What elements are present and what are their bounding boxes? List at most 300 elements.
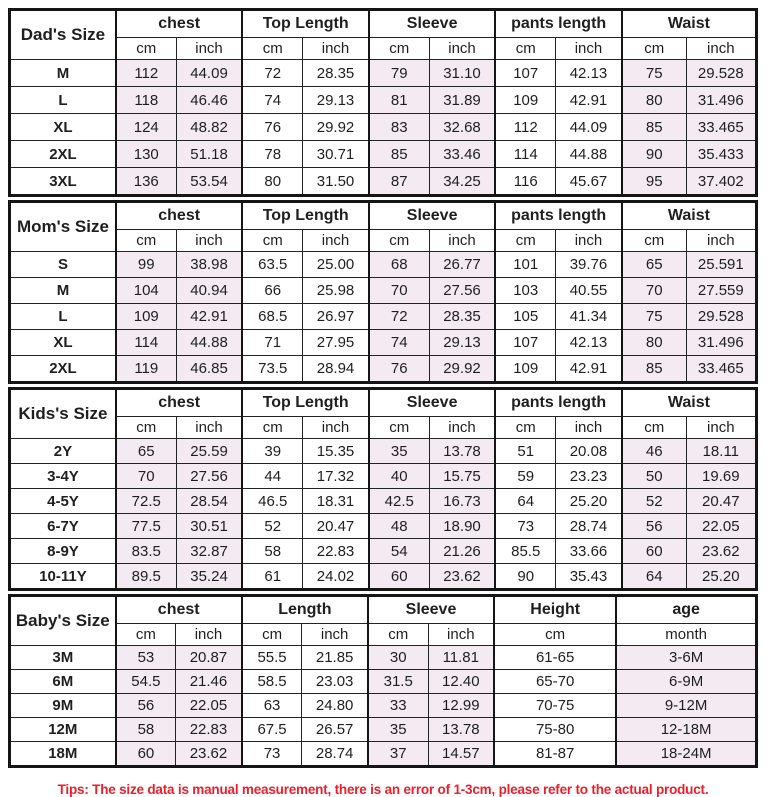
value-cell: 78 <box>242 141 302 168</box>
value-cell: 56 <box>116 694 176 718</box>
value-cell: 75 <box>622 304 686 330</box>
column-group-age: age <box>616 596 756 624</box>
unit-header-chest-inch: inch <box>176 624 242 646</box>
unit-header-chest-inch: inch <box>176 230 242 252</box>
value-cell: 30.71 <box>303 141 369 168</box>
size-table-dads <box>8 8 758 197</box>
value-cell: 22.05 <box>176 694 242 718</box>
value-cell: 42.91 <box>556 87 622 114</box>
value-cell: 44 <box>242 464 302 489</box>
value-cell: 60 <box>116 742 176 767</box>
value-cell: 70 <box>622 278 686 304</box>
value-cell: 21.26 <box>429 539 495 564</box>
value-cell: 23.62 <box>429 564 495 590</box>
value-cell: 67.5 <box>242 718 302 742</box>
unit-header-sleeve-inch: inch <box>428 624 494 646</box>
value-cell: 25.59 <box>176 439 242 464</box>
value-cell: 75 <box>622 60 686 87</box>
value-cell: 41.34 <box>556 304 622 330</box>
value-cell: 114 <box>116 330 176 356</box>
size-cell: 3XL <box>10 168 116 196</box>
value-cell: 85.5 <box>495 539 555 564</box>
column-group-top-length: Top Length <box>242 389 368 417</box>
value-cell: 19.69 <box>686 464 756 489</box>
value-cell: 112 <box>495 114 555 141</box>
unit-header-length-cm: cm <box>242 624 302 646</box>
value-cell: 9-12M <box>616 694 756 718</box>
value-cell: 42.13 <box>556 330 622 356</box>
column-group-top-length: Top Length <box>242 202 368 230</box>
value-cell: 80 <box>242 168 302 196</box>
value-cell: 14.57 <box>428 742 494 767</box>
value-cell: 27.56 <box>429 278 495 304</box>
table-row <box>10 439 757 464</box>
value-cell: 18.31 <box>303 489 369 514</box>
table-row <box>10 330 757 356</box>
value-cell: 85 <box>622 356 686 383</box>
value-cell: 33.66 <box>556 539 622 564</box>
column-group-sleeve: Sleeve <box>369 389 495 417</box>
column-group-chest: chest <box>116 596 242 624</box>
value-cell: 105 <box>495 304 555 330</box>
unit-header-waist-inch: inch <box>686 230 756 252</box>
table-row <box>10 489 757 514</box>
section-label-kids: Kids's Size <box>10 389 116 439</box>
value-cell: 66 <box>242 278 302 304</box>
value-cell: 20.87 <box>176 646 242 670</box>
value-cell: 20.08 <box>556 439 622 464</box>
value-cell: 40 <box>369 464 429 489</box>
value-cell: 51 <box>495 439 555 464</box>
value-cell: 107 <box>495 330 555 356</box>
value-cell: 24.02 <box>303 564 369 590</box>
table-row <box>10 646 757 670</box>
table-row <box>10 670 757 694</box>
unit-header-pants-length-inch: inch <box>556 38 622 60</box>
column-group-pants-length: pants length <box>495 202 622 230</box>
value-cell: 16.73 <box>429 489 495 514</box>
value-cell: 23.62 <box>686 539 756 564</box>
header-row-groups <box>10 10 757 38</box>
value-cell: 28.74 <box>556 514 622 539</box>
value-cell: 54 <box>369 539 429 564</box>
unit-header-sleeve-cm: cm <box>369 417 429 439</box>
value-cell: 26.77 <box>429 252 495 278</box>
value-cell: 40.94 <box>176 278 242 304</box>
value-cell: 58.5 <box>242 670 302 694</box>
value-cell: 71 <box>242 330 302 356</box>
column-group-pants-length: pants length <box>495 10 622 38</box>
value-cell: 29.92 <box>303 114 369 141</box>
value-cell: 109 <box>116 304 176 330</box>
value-cell: 89.5 <box>116 564 176 590</box>
value-cell: 31.89 <box>429 87 495 114</box>
table-row <box>10 114 757 141</box>
value-cell: 73 <box>242 742 302 767</box>
unit-header-chest-cm: cm <box>116 624 176 646</box>
column-group-waist: Waist <box>622 202 757 230</box>
value-cell: 99 <box>116 252 176 278</box>
value-cell: 76 <box>369 356 429 383</box>
value-cell: 68.5 <box>242 304 302 330</box>
value-cell: 25.20 <box>556 489 622 514</box>
value-cell: 30.51 <box>176 514 242 539</box>
value-cell: 12.40 <box>428 670 494 694</box>
unit-header-waist-inch: inch <box>686 38 756 60</box>
table-row <box>10 304 757 330</box>
section-label-babys: Baby's Size <box>10 596 116 646</box>
value-cell: 65 <box>622 252 686 278</box>
value-cell: 17.32 <box>303 464 369 489</box>
unit-header-waist-cm: cm <box>622 417 686 439</box>
size-cell: XL <box>10 330 116 356</box>
unit-header-top-length-inch: inch <box>303 417 369 439</box>
header-row-units <box>10 624 757 646</box>
value-cell: 90 <box>622 141 686 168</box>
value-cell: 31.10 <box>429 60 495 87</box>
value-cell: 28.35 <box>429 304 495 330</box>
value-cell: 53 <box>116 646 176 670</box>
value-cell: 51.18 <box>176 141 242 168</box>
value-cell: 40.55 <box>556 278 622 304</box>
value-cell: 23.62 <box>176 742 242 767</box>
size-cell: 8-9Y <box>10 539 116 564</box>
table-row <box>10 718 757 742</box>
table-row <box>10 87 757 114</box>
size-tables-container <box>8 8 758 768</box>
value-cell: 29.528 <box>686 304 756 330</box>
value-cell: 107 <box>495 60 555 87</box>
value-cell: 60 <box>622 539 686 564</box>
unit-header-pants-length-cm: cm <box>495 230 555 252</box>
size-cell: 2XL <box>10 141 116 168</box>
column-group-pants-length: pants length <box>495 389 622 417</box>
unit-header-sleeve-cm: cm <box>369 38 429 60</box>
value-cell: 90 <box>495 564 555 590</box>
value-cell: 31.50 <box>303 168 369 196</box>
value-cell: 35.24 <box>176 564 242 590</box>
value-cell: 33.465 <box>686 356 756 383</box>
unit-header-length-inch: inch <box>302 624 368 646</box>
value-cell: 58 <box>116 718 176 742</box>
table-row <box>10 168 757 196</box>
size-table-moms <box>8 200 758 384</box>
header-row-units <box>10 417 757 439</box>
unit-header-top-length-cm: cm <box>242 38 302 60</box>
value-cell: 11.81 <box>428 646 494 670</box>
value-cell: 46.46 <box>176 87 242 114</box>
value-cell: 54.5 <box>116 670 176 694</box>
value-cell: 65-70 <box>494 670 616 694</box>
value-cell: 85 <box>369 141 429 168</box>
unit-header-waist-inch: inch <box>686 417 756 439</box>
column-group-height: Height <box>494 596 616 624</box>
table-row <box>10 742 757 767</box>
value-cell: 32.68 <box>429 114 495 141</box>
value-cell: 80 <box>622 87 686 114</box>
value-cell: 81-87 <box>494 742 616 767</box>
column-group-waist: Waist <box>622 10 757 38</box>
value-cell: 21.46 <box>176 670 242 694</box>
value-cell: 77.5 <box>116 514 176 539</box>
value-cell: 18.90 <box>429 514 495 539</box>
value-cell: 44.88 <box>556 141 622 168</box>
unit-header-waist-cm: cm <box>622 230 686 252</box>
value-cell: 52 <box>622 489 686 514</box>
table-row <box>10 464 757 489</box>
value-cell: 31.496 <box>686 330 756 356</box>
value-cell: 12-18M <box>616 718 756 742</box>
size-cell: 3-4Y <box>10 464 116 489</box>
section-label-dads: Dad's Size <box>10 10 116 60</box>
value-cell: 27.95 <box>303 330 369 356</box>
size-cell: 4-5Y <box>10 489 116 514</box>
value-cell: 37.402 <box>686 168 756 196</box>
value-cell: 28.35 <box>303 60 369 87</box>
table-row <box>10 356 757 383</box>
value-cell: 52 <box>242 514 302 539</box>
unit-header-chest-inch: inch <box>176 38 242 60</box>
column-group-chest: chest <box>116 10 243 38</box>
value-cell: 23.03 <box>302 670 368 694</box>
value-cell: 35.43 <box>556 564 622 590</box>
value-cell: 18.11 <box>686 439 756 464</box>
value-cell: 31.496 <box>686 87 756 114</box>
size-cell: S <box>10 252 116 278</box>
value-cell: 87 <box>369 168 429 196</box>
unit-header-sleeve-inch: inch <box>429 230 495 252</box>
value-cell: 83.5 <box>116 539 176 564</box>
value-cell: 25.98 <box>303 278 369 304</box>
unit-header-pants-length-cm: cm <box>495 38 555 60</box>
value-cell: 124 <box>116 114 176 141</box>
unit-header-pants-length-cm: cm <box>495 417 555 439</box>
unit-header-top-length-inch: inch <box>303 230 369 252</box>
value-cell: 28.54 <box>176 489 242 514</box>
value-cell: 13.78 <box>429 439 495 464</box>
unit-header-chest-inch: inch <box>176 417 242 439</box>
column-group-sleeve: Sleeve <box>369 10 495 38</box>
table-row <box>10 141 757 168</box>
column-group-chest: chest <box>116 202 243 230</box>
value-cell: 70 <box>116 464 176 489</box>
value-cell: 119 <box>116 356 176 383</box>
value-cell: 46.85 <box>176 356 242 383</box>
value-cell: 130 <box>116 141 176 168</box>
value-cell: 76 <box>242 114 302 141</box>
size-cell: L <box>10 87 116 114</box>
column-group-sleeve: Sleeve <box>368 596 494 624</box>
value-cell: 114 <box>495 141 555 168</box>
value-cell: 25.591 <box>686 252 756 278</box>
value-cell: 50 <box>622 464 686 489</box>
header-row-units <box>10 38 757 60</box>
value-cell: 72.5 <box>116 489 176 514</box>
value-cell: 59 <box>495 464 555 489</box>
value-cell: 60 <box>369 564 429 590</box>
header-row-groups <box>10 202 757 230</box>
value-cell: 26.97 <box>303 304 369 330</box>
unit-header-age-month: month <box>616 624 756 646</box>
value-cell: 72 <box>369 304 429 330</box>
unit-header-sleeve-inch: inch <box>429 417 495 439</box>
value-cell: 35 <box>368 718 428 742</box>
value-cell: 136 <box>116 168 176 196</box>
unit-header-top-length-cm: cm <box>242 230 302 252</box>
unit-header-chest-cm: cm <box>116 230 176 252</box>
unit-header-chest-cm: cm <box>116 38 176 60</box>
size-cell: 2Y <box>10 439 116 464</box>
value-cell: 80 <box>622 330 686 356</box>
value-cell: 33.46 <box>429 141 495 168</box>
size-cell: M <box>10 60 116 87</box>
value-cell: 15.75 <box>429 464 495 489</box>
value-cell: 55.5 <box>242 646 302 670</box>
value-cell: 64 <box>622 564 686 590</box>
size-cell: 10-11Y <box>10 564 116 590</box>
value-cell: 112 <box>116 60 176 87</box>
value-cell: 103 <box>495 278 555 304</box>
value-cell: 22.83 <box>303 539 369 564</box>
size-cell: 2XL <box>10 356 116 383</box>
value-cell: 32.87 <box>176 539 242 564</box>
table-row <box>10 564 757 590</box>
value-cell: 42.91 <box>176 304 242 330</box>
size-cell: 3M <box>10 646 116 670</box>
value-cell: 61 <box>242 564 302 590</box>
value-cell: 75-80 <box>494 718 616 742</box>
value-cell: 74 <box>242 87 302 114</box>
column-group-length: Length <box>242 596 368 624</box>
value-cell: 65 <box>116 439 176 464</box>
value-cell: 15.35 <box>303 439 369 464</box>
value-cell: 63.5 <box>242 252 302 278</box>
value-cell: 73 <box>495 514 555 539</box>
table-row <box>10 252 757 278</box>
header-row-groups <box>10 596 757 624</box>
value-cell: 29.13 <box>429 330 495 356</box>
value-cell: 25.00 <box>303 252 369 278</box>
value-cell: 18-24M <box>616 742 756 767</box>
value-cell: 73.5 <box>242 356 302 383</box>
unit-header-top-length-cm: cm <box>242 417 302 439</box>
value-cell: 48.82 <box>176 114 242 141</box>
value-cell: 3-6M <box>616 646 756 670</box>
column-group-top-length: Top Length <box>242 10 368 38</box>
value-cell: 28.74 <box>302 742 368 767</box>
value-cell: 33.465 <box>686 114 756 141</box>
value-cell: 13.78 <box>428 718 494 742</box>
value-cell: 29.92 <box>429 356 495 383</box>
value-cell: 24.80 <box>302 694 368 718</box>
value-cell: 29.13 <box>303 87 369 114</box>
value-cell: 21.85 <box>302 646 368 670</box>
column-group-sleeve: Sleeve <box>369 202 495 230</box>
value-cell: 79 <box>369 60 429 87</box>
value-cell: 42.13 <box>556 60 622 87</box>
table-row <box>10 694 757 718</box>
unit-header-top-length-inch: inch <box>303 38 369 60</box>
value-cell: 44.09 <box>556 114 622 141</box>
value-cell: 64 <box>495 489 555 514</box>
size-cell: 6M <box>10 670 116 694</box>
unit-header-height-cm: cm <box>494 624 616 646</box>
table-row <box>10 514 757 539</box>
value-cell: 68 <box>369 252 429 278</box>
size-cell: 12M <box>10 718 116 742</box>
value-cell: 81 <box>369 87 429 114</box>
size-cell: XL <box>10 114 116 141</box>
value-cell: 20.47 <box>686 489 756 514</box>
column-group-waist: Waist <box>622 389 757 417</box>
unit-header-sleeve-inch: inch <box>429 38 495 60</box>
unit-header-pants-length-inch: inch <box>556 417 622 439</box>
size-cell: L <box>10 304 116 330</box>
value-cell: 44.09 <box>176 60 242 87</box>
value-cell: 109 <box>495 87 555 114</box>
value-cell: 118 <box>116 87 176 114</box>
value-cell: 104 <box>116 278 176 304</box>
value-cell: 23.23 <box>556 464 622 489</box>
value-cell: 70 <box>369 278 429 304</box>
value-cell: 85 <box>622 114 686 141</box>
value-cell: 39 <box>242 439 302 464</box>
value-cell: 53.54 <box>176 168 242 196</box>
value-cell: 74 <box>369 330 429 356</box>
table-row <box>10 539 757 564</box>
unit-header-waist-cm: cm <box>622 38 686 60</box>
value-cell: 70-75 <box>494 694 616 718</box>
size-table-babys <box>8 594 758 768</box>
value-cell: 95 <box>622 168 686 196</box>
unit-header-pants-length-inch: inch <box>556 230 622 252</box>
value-cell: 39.76 <box>556 252 622 278</box>
table-row <box>10 278 757 304</box>
value-cell: 45.67 <box>556 168 622 196</box>
value-cell: 48 <box>369 514 429 539</box>
value-cell: 42.91 <box>556 356 622 383</box>
value-cell: 38.98 <box>176 252 242 278</box>
header-row-units <box>10 230 757 252</box>
value-cell: 28.94 <box>303 356 369 383</box>
value-cell: 26.57 <box>302 718 368 742</box>
value-cell: 34.25 <box>429 168 495 196</box>
value-cell: 58 <box>242 539 302 564</box>
value-cell: 31.5 <box>368 670 428 694</box>
unit-header-sleeve-cm: cm <box>368 624 428 646</box>
tips-text: Tips: The size data is manual measurement, there is an error of 1-3cm, please refer to the actual product. <box>57 782 709 797</box>
value-cell: 116 <box>495 168 555 196</box>
size-cell: 18M <box>10 742 116 767</box>
value-cell: 27.559 <box>686 278 756 304</box>
value-cell: 35 <box>369 439 429 464</box>
value-cell: 29.528 <box>686 60 756 87</box>
section-label-moms: Mom's Size <box>10 202 116 252</box>
value-cell: 22.05 <box>686 514 756 539</box>
value-cell: 83 <box>369 114 429 141</box>
value-cell: 22.83 <box>176 718 242 742</box>
value-cell: 42.5 <box>369 489 429 514</box>
value-cell: 33 <box>368 694 428 718</box>
value-cell: 25.20 <box>686 564 756 590</box>
size-cell: 6-7Y <box>10 514 116 539</box>
value-cell: 44.88 <box>176 330 242 356</box>
value-cell: 56 <box>622 514 686 539</box>
column-group-chest: chest <box>116 389 243 417</box>
value-cell: 109 <box>495 356 555 383</box>
value-cell: 6-9M <box>616 670 756 694</box>
value-cell: 30 <box>368 646 428 670</box>
